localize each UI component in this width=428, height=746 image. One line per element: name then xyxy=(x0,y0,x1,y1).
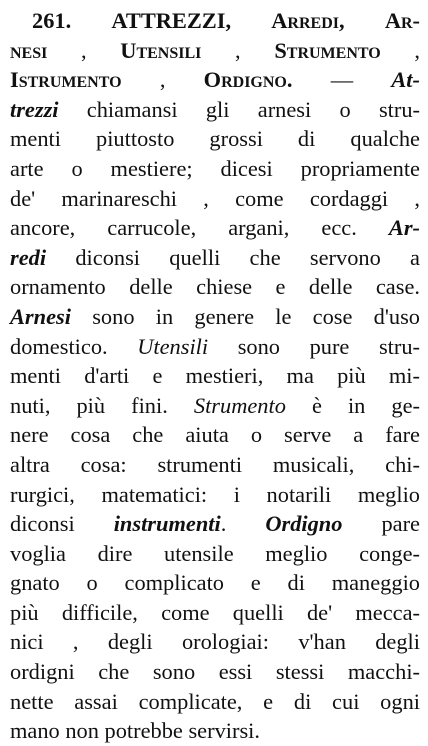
entry-line-3 xyxy=(10,65,420,95)
entry-line-8 xyxy=(10,213,420,243)
entry-line-21 xyxy=(10,598,420,628)
body-text: più difficile, come quelli de' mecca- xyxy=(10,599,420,625)
term-utensili: Utensili xyxy=(137,333,209,359)
body-text: menti d'arti e mestieri, ma più mi- xyxy=(10,363,420,389)
body-text: . xyxy=(220,511,266,537)
body-text: ordigni che sono essi stessi macchi- xyxy=(10,659,420,685)
body-text: nette assai complicate, e di cui ogni xyxy=(10,688,420,714)
body-text: rurgici, matematici: i notarili meglio xyxy=(10,481,420,507)
separator: , xyxy=(380,37,420,63)
term-arnesi: Arnesi xyxy=(10,303,71,329)
space xyxy=(231,8,271,33)
headword-arnesi-part1: Ar- xyxy=(384,8,420,33)
entry-line-17 xyxy=(10,480,420,510)
body-text: chiamansi gli arnesi o stru- xyxy=(58,96,420,122)
entry-line-11 xyxy=(10,302,420,332)
headword-istrumento: Istrumento xyxy=(10,67,122,93)
entry-line-24 xyxy=(10,687,420,717)
body-text: domestico. xyxy=(10,333,138,359)
space xyxy=(345,8,385,33)
entry-line-12 xyxy=(10,332,420,362)
space xyxy=(71,8,111,33)
separator: , xyxy=(47,37,121,63)
body-text: sono pure stru- xyxy=(208,333,420,359)
body-text: ancore, carrucole, argani, ecc. xyxy=(10,215,389,241)
entry-line-13 xyxy=(10,361,420,391)
entry-line-16 xyxy=(10,450,420,480)
entry-number: 261. xyxy=(32,8,72,33)
entry-headline xyxy=(10,6,420,36)
separator: , xyxy=(201,37,275,63)
entry-line-18 xyxy=(10,509,420,539)
entry-line-25 xyxy=(10,716,420,746)
body-text: nuti, più fini. xyxy=(10,392,194,418)
body-text: diconsi xyxy=(10,511,114,537)
headword-arredi: Arredi, xyxy=(271,8,345,33)
term-ordigno: Ordigno xyxy=(265,511,343,537)
entry-line-10 xyxy=(10,272,420,302)
term-arredi-part1: Ar- xyxy=(388,215,420,241)
entry-line-6 xyxy=(10,154,420,184)
dictionary-entry xyxy=(10,6,420,746)
entry-line-23 xyxy=(10,657,420,687)
entry-line-15 xyxy=(10,420,420,450)
body-text: ornamento delle chiese e delle case. xyxy=(10,274,420,300)
entry-line-2 xyxy=(10,36,420,66)
headword-strumento: Strumento xyxy=(274,37,381,63)
headword-utensili: Utensili xyxy=(120,37,202,63)
headword-attrezzi: ATTREZZI, xyxy=(111,8,232,33)
dash-separator: — xyxy=(292,67,392,93)
body-text: mano non potrebbe servirsi. xyxy=(10,718,260,744)
body-text: è in ge- xyxy=(285,392,420,418)
entry-line-19 xyxy=(10,539,420,569)
body-text: nere cosa che aiuta o serve a fare xyxy=(10,422,420,448)
entry-line-5 xyxy=(10,124,420,154)
body-text: voglia dire utensile meglio conge- xyxy=(10,540,420,566)
term-attrezzi-part1: At- xyxy=(391,67,420,93)
entry-line-7 xyxy=(10,184,420,214)
entry-line-14 xyxy=(10,391,420,421)
term-instrumenti: instrumenti xyxy=(113,511,221,537)
term-attrezzi-part2: trezzi xyxy=(10,96,59,122)
body-text: diconsi quelli che servono a xyxy=(46,244,420,270)
body-text: menti piuttosto grossi di qualche xyxy=(10,126,420,152)
body-text: sono in genere le cose d'uso xyxy=(70,303,420,329)
headword-ordigno: Ordigno. xyxy=(203,67,293,93)
entry-line-4 xyxy=(10,95,420,125)
term-arredi-part2: redi xyxy=(10,244,47,270)
body-text: pare xyxy=(342,511,420,537)
entry-line-22 xyxy=(10,627,420,657)
term-strumento: Strumento xyxy=(193,392,286,418)
separator: , xyxy=(121,67,204,93)
body-text: altra cosa: strumenti musicali, chi- xyxy=(10,451,420,477)
body-text: gnato o complicato e di maneggio xyxy=(10,570,420,596)
headword-arnesi-part2: nesi xyxy=(10,37,48,63)
body-text: arte o mestiere; dicesi propriamente xyxy=(10,155,420,181)
entry-line-20 xyxy=(10,568,420,598)
body-text: de' marinareschi , come cordaggi , xyxy=(10,185,420,211)
body-text: nici , degli orologiai: v'han degli xyxy=(10,629,420,655)
entry-line-9 xyxy=(10,243,420,273)
